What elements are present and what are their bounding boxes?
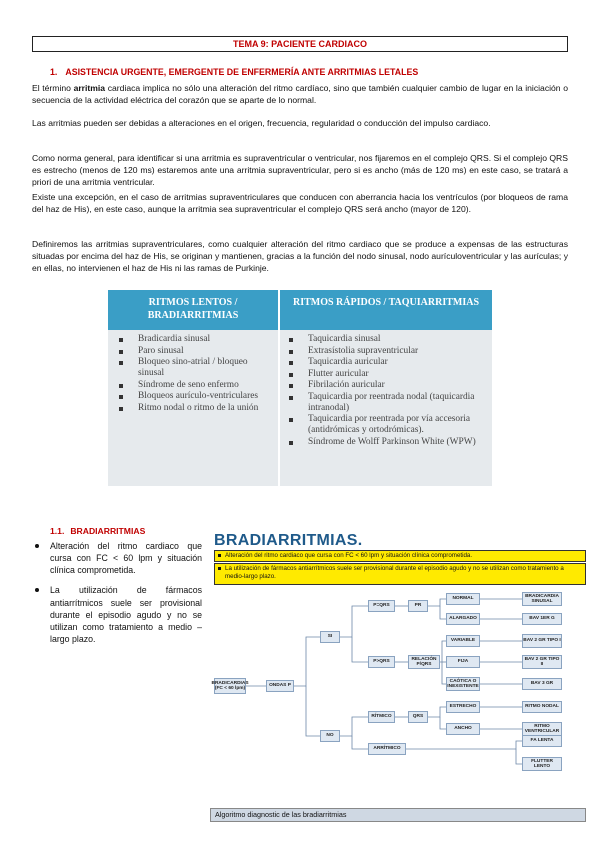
paragraph-qrs-rule: Como norma general, para identificar si una arritmia es supraventricular o ventricular, nos fijaremos en el complejo QRS. Si el complejo QRS es estrecho (menos de 120 ms) estaremos ante una arritmia supraventricular, pero si es ancho (más de 120 ms) en este caso, se tratará a priori de una arritmia ventricular.: [32, 153, 568, 188]
result-bav-2-tipo-2: BAV 2 GR TIPO II: [522, 655, 562, 669]
brady-bullet-list: [32, 540, 202, 653]
figure-caption: Algoritmo diagnostic de las bradiarritmias: [210, 808, 586, 822]
node-ritmico: RÍTMICO: [368, 711, 395, 723]
node-bradicardias: BRADICARDIAS (FC < 60 lpm): [214, 678, 246, 694]
p1-text-post: cardiaca implica no sólo una alteración del ritmo cardíaco, sino que también cualquier cambio de lugar en la iniciación o secuencia de la actividad eléctrica del corazón que se aparte de lo normal.: [32, 83, 568, 106]
paragraph-supraventricular-definition: Definiremos las arritmias supraventriculares, como cualquier alteración del ritmo cardiaco que se produce a expensas de las estructuras situadas por encima del haz de His, se originan y mantienen, gracias a la función del nodo sinusal, nodo aurículoventricular y las aurículas; y en ellas, no intervienen el haz de His ni las ramas de Purkinje.: [32, 239, 568, 274]
paragraph-causes: Las arritmias pueden ser debidas a alteraciones en el origen, frecuencia, regularidad o conducción del impulso cardiaco.: [32, 118, 491, 128]
p1-text-pre: El término: [32, 83, 74, 93]
node-pr: PR: [408, 600, 428, 612]
node-fija: FIJA: [446, 656, 480, 668]
result-bradicardia-sinusal: BRADICARDIA SINUSAL: [522, 592, 562, 606]
paragraph-arritmia-definition: [32, 82, 568, 106]
node-si: SI: [320, 631, 340, 643]
result-fa-lenta: FA LENTA: [522, 735, 562, 747]
node-arritmico: ARRÍTMICO: [368, 743, 406, 755]
fast-rhythms-list: [284, 334, 488, 448]
list-item: Fibrilación auricular: [284, 380, 488, 391]
bradiarritmias-figure: [210, 530, 586, 822]
table-header-fast: RITMOS RÁPIDOS / TAQUIARRITMIAS: [280, 290, 492, 330]
p1-text-bold: arritmia: [73, 83, 106, 93]
list-item: Taquicardia por reentrada nodal (taquicardia intranodal): [284, 392, 488, 414]
node-caotica: CAÓTICA O INEXISTENTE: [447, 678, 479, 689]
rhythm-table: [108, 290, 492, 486]
figure-note-1: Alteración del ritmo cardiaco que cursa con FC < 60 lpm y situación clínica comprometida.: [214, 550, 586, 562]
node-p-eq-qrs: P=QRS: [368, 600, 395, 612]
page-title: TEMA 9: PACIENTE CARDIACO: [32, 36, 568, 52]
result-bav-2-tipo-1: BAV 2 GR TIPO I: [522, 634, 562, 648]
result-flutter-lento: FLUTTER LENTO: [522, 757, 562, 771]
list-item: Paro sinusal: [114, 346, 274, 357]
list-item: Taquicardia sinusal: [284, 334, 488, 345]
node-ondas-p: ONDAS P: [266, 680, 294, 692]
node-variable: VARIABLE: [446, 635, 480, 647]
result-bav-1: BAV 1ER G: [522, 613, 562, 625]
slow-rhythms-list: [114, 334, 274, 414]
list-item: Extrasístolia supraventricular: [284, 346, 488, 357]
section-1-1-heading: [50, 525, 145, 537]
node-qrs: QRS: [408, 711, 428, 723]
figure-note-2: La utilización de fármacos antiarrítmicos suele ser provisional durante el episodio agudo y no se utilizan como tratamiento a medio-largo plazo.: [214, 563, 586, 585]
result-ritmo-ventricular: RITMO VENTRICULAR: [522, 722, 562, 736]
list-item: La utilización de fármacos antiarrítmicos suele ser provisional durante el episodio agudo y no se utilizan como tratamiento a medio – largo plazo.: [32, 584, 202, 645]
section-1-heading: [50, 66, 418, 78]
list-item: Bloqueo sino-atrial / bloqueo sinusal: [114, 357, 274, 379]
list-item: Bloqueos aurículo-ventriculares: [114, 391, 274, 402]
section-1-title: ASISTENCIA URGENTE, EMERGENTE DE ENFERMERÍA ANTE ARRITMIAS LETALES: [65, 67, 419, 77]
paragraph-exception: Existe una excepción, en el caso de arritmias supraventriculares que conducen con aberrancia hacia los ventrículos (por bloqueos de rama del haz de His), en este caso, aunque la arritmia sea supraventricular el complejo QRS será ancho (mayor de 120).: [32, 192, 568, 215]
node-relacion: RELACIÓN P/QRS: [408, 655, 440, 669]
result-bav-3: BAV 3 GR: [522, 678, 562, 690]
section-1-number: 1.: [50, 67, 58, 77]
list-item: Síndrome de Wolff Parkinson White (WPW): [284, 437, 488, 448]
result-ritmo-nodal: RITMO NODAL: [522, 701, 562, 713]
node-alargado: ALARGADO: [446, 613, 480, 625]
list-item: Flutter auricular: [284, 369, 488, 380]
node-normal: NORMAL: [446, 593, 480, 605]
section-1-1-title: BRADIARRITMIAS: [70, 526, 146, 536]
table-header-slow: RITMOS LENTOS / BRADIARRITMIAS: [108, 290, 278, 330]
node-no: NO: [320, 730, 340, 742]
node-estrecho: ESTRECHO: [446, 701, 480, 713]
node-ancho: ANCHO: [446, 723, 480, 735]
list-item: Alteración del ritmo cardiaco que cursa con FC < 60 lpm y situación clínica comprometida.: [32, 540, 202, 576]
list-item: Taquicardia por reentrada por vía accesoria (antidrómicas y ortodrómicas).: [284, 414, 488, 436]
list-item: Ritmo nodal o ritmo de la unión: [114, 403, 274, 414]
list-item: Síndrome de seno enfermo: [114, 380, 274, 391]
table-divider: [278, 290, 280, 486]
list-item: Bradicardia sinusal: [114, 334, 274, 345]
section-1-1-number: 1.1.: [50, 526, 65, 536]
node-p-gt-qrs: P>QRS: [368, 656, 395, 668]
figure-title: BRADIARRITMIAS.: [214, 532, 363, 549]
list-item: Taquicardia auricular: [284, 357, 488, 368]
